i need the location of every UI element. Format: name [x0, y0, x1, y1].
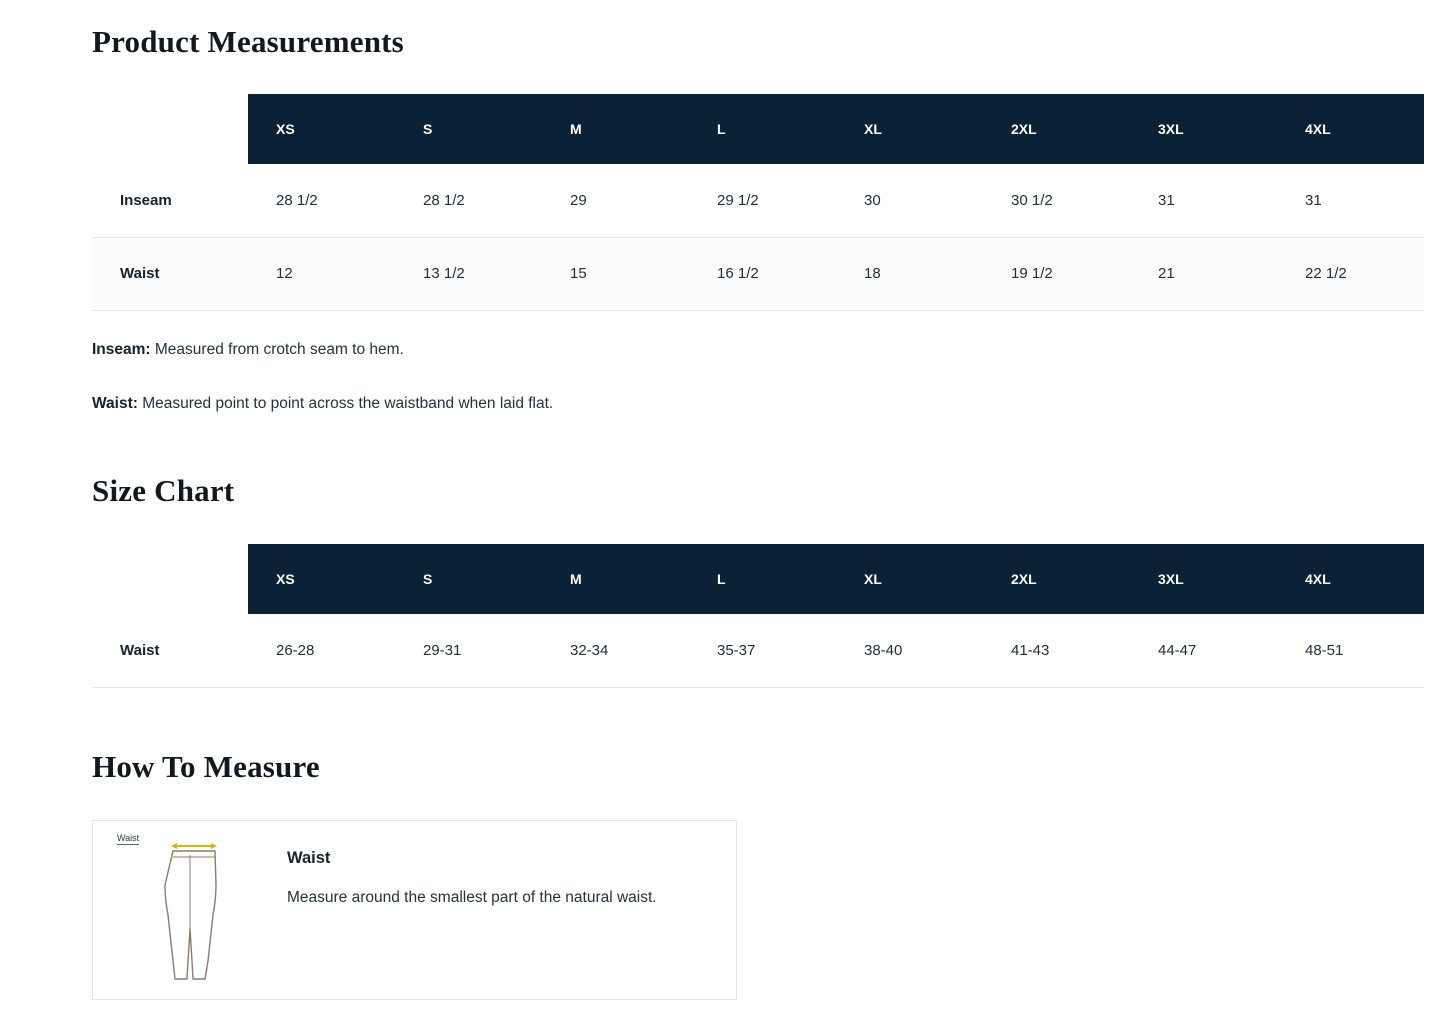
how-to-measure-card-title: Waist [287, 849, 331, 867]
cell-inseam-xs: 28 1/2 [248, 164, 395, 237]
cell-waist-l: 16 1/2 [689, 237, 836, 310]
table-header-row [92, 544, 1424, 614]
page-title-how-to-measure: How To Measure [92, 749, 320, 784]
sizechart-cell-waist-xl: 38-40 [836, 614, 983, 687]
sizechart-cell-waist-l: 35-37 [689, 614, 836, 687]
note-waist-term: Waist: [92, 395, 138, 412]
sizechart-cell-waist-4xl: 48-51 [1277, 614, 1424, 687]
cell-inseam-xl: 30 [836, 164, 983, 237]
sizechart-column-header-xl: XL [836, 544, 983, 614]
table-row [92, 164, 1424, 237]
sizechart-cell-waist-xs: 26-28 [248, 614, 395, 687]
column-header-s: S [395, 94, 542, 164]
cell-waist-4xl: 22 1/2 [1277, 237, 1424, 310]
cell-inseam-m: 29 [542, 164, 689, 237]
size-chart-table [92, 544, 1424, 688]
row-label-inseam: Inseam [92, 164, 248, 237]
sizechart-column-header-m: M [542, 544, 689, 614]
sizechart-cell-waist-3xl: 44-47 [1130, 614, 1277, 687]
cell-waist-xs: 12 [248, 237, 395, 310]
column-header-blank [92, 94, 248, 164]
sizechart-column-header-xs: XS [248, 544, 395, 614]
column-header-xl: XL [836, 94, 983, 164]
sizechart-column-header-2xl: 2XL [983, 544, 1130, 614]
column-header-4xl: 4XL [1277, 94, 1424, 164]
note-inseam [92, 339, 404, 361]
pants-waist-diagram-icon [115, 833, 265, 988]
sizechart-column-header-3xl: 3XL [1130, 544, 1277, 614]
product-measurements-table [92, 94, 1424, 311]
cell-inseam-3xl: 31 [1130, 164, 1277, 237]
cell-waist-3xl: 21 [1130, 237, 1277, 310]
cell-inseam-4xl: 31 [1277, 164, 1424, 237]
sizechart-column-header-s: S [395, 544, 542, 614]
sizechart-cell-waist-s: 29-31 [395, 614, 542, 687]
cell-inseam-l: 29 1/2 [689, 164, 836, 237]
sizechart-column-header-l: L [689, 544, 836, 614]
note-inseam-term: Inseam: [92, 341, 151, 358]
page-title-product-measurements: Product Measurements [92, 24, 404, 59]
cell-inseam-s: 28 1/2 [395, 164, 542, 237]
cell-waist-s: 13 1/2 [395, 237, 542, 310]
cell-waist-xl: 18 [836, 237, 983, 310]
how-to-measure-card-description: Measure around the smallest part of the natural waist. [287, 889, 657, 906]
table-row [92, 614, 1424, 687]
sizechart-column-header-blank [92, 544, 248, 614]
note-inseam-text: Measured from crotch seam to hem. [150, 341, 404, 358]
sizechart-column-header-4xl: 4XL [1277, 544, 1424, 614]
note-waist [92, 393, 553, 415]
column-header-xs: XS [248, 94, 395, 164]
how-to-measure-card [92, 820, 737, 1000]
note-waist-text: Measured point to point across the waistband when laid flat. [137, 395, 554, 412]
column-header-2xl: 2XL [983, 94, 1130, 164]
cell-inseam-2xl: 30 1/2 [983, 164, 1130, 237]
row-label-waist: Waist [92, 237, 248, 310]
sizechart-cell-waist-m: 32-34 [542, 614, 689, 687]
column-header-m: M [542, 94, 689, 164]
cell-waist-2xl: 19 1/2 [983, 237, 1130, 310]
figure-label: Waist [117, 833, 140, 843]
table-row [92, 237, 1424, 310]
cell-waist-m: 15 [542, 237, 689, 310]
table-header-row [92, 94, 1424, 164]
sizechart-row-label-waist: Waist [92, 614, 248, 687]
how-to-measure-text [275, 821, 681, 910]
sizechart-cell-waist-2xl: 41-43 [983, 614, 1130, 687]
column-header-l: L [689, 94, 836, 164]
page-title-size-chart: Size Chart [92, 473, 235, 508]
column-header-3xl: 3XL [1130, 94, 1277, 164]
